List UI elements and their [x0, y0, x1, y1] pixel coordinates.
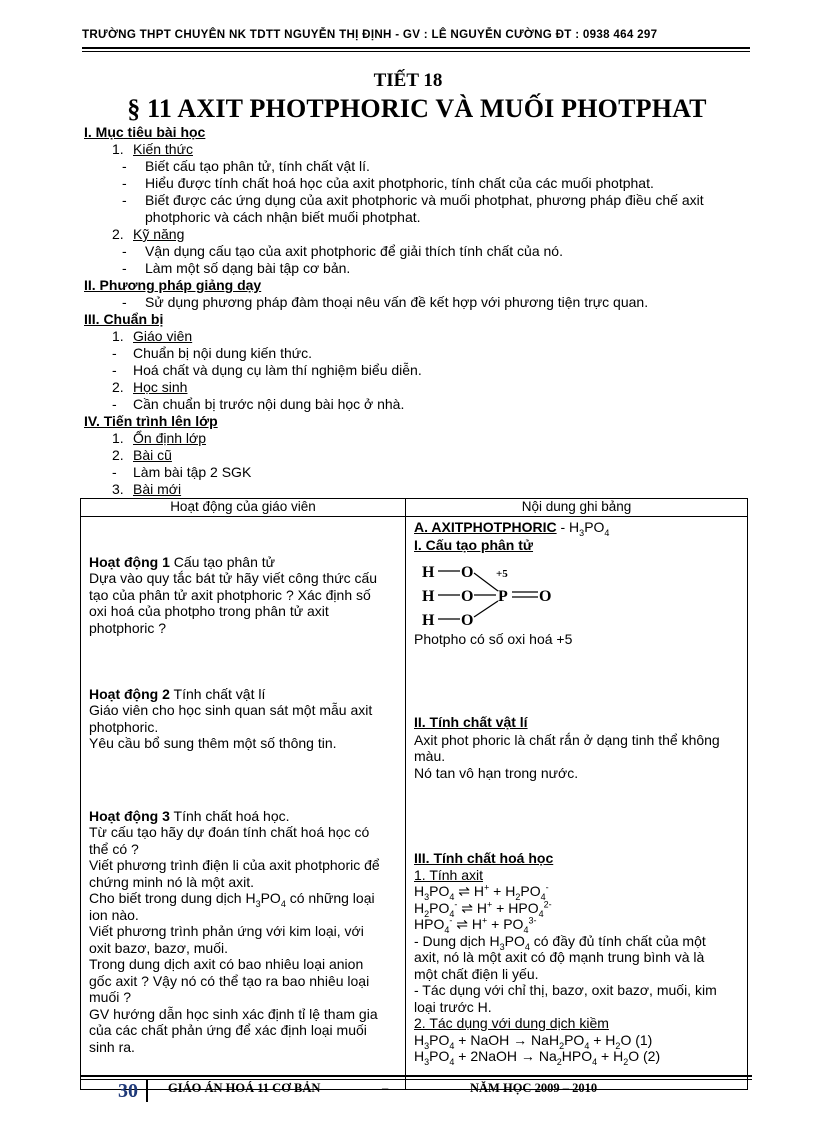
text-line: muối ?: [89, 989, 132, 1005]
lesson-number: TIẾT 18: [373, 70, 443, 91]
text-line: một chất điện li yếu.: [414, 965, 539, 982]
text-line: Từ cấu tạo hãy dự đoán tính chất hoá học có: [89, 824, 370, 840]
text-line: ion nào.: [89, 906, 139, 923]
activity-subtitle: Tính chất hoá học.: [169, 807, 290, 824]
num: 1.: [112, 328, 124, 344]
text-line: Giáo viên cho học sinh quan sát một mẫu axit: [89, 702, 373, 718]
text-line: Axit phot phoric là chất rắn ở dạng tinh thể không: [414, 731, 720, 748]
atom-h: H: [422, 611, 435, 629]
num: 2.: [112, 226, 124, 242]
activity-2: [89, 686, 397, 752]
activity-1: [89, 554, 397, 637]
item: photphoric và cách nhận biết muối photphat.: [145, 209, 421, 225]
heading-text: A. AXITPHOTPHORIC: [414, 518, 557, 535]
text-line: Dựa vào quy tắc bát tử hãy viết công thức cấu: [89, 570, 378, 586]
structure-heading: I. Cấu tạo phân tử: [414, 536, 534, 553]
footer-rule: [80, 1075, 752, 1077]
chemical-text: [414, 867, 739, 1065]
bullet: -: [122, 260, 127, 276]
item: Cần chuẩn bị trước nội dung bài học ở nhà.: [133, 396, 405, 412]
num: 1.: [112, 430, 124, 446]
text-line: thể có ?: [89, 840, 139, 857]
bullet: -: [112, 464, 117, 480]
bullet: -: [122, 294, 127, 310]
bullet: -: [112, 362, 117, 378]
physical-heading: II. Tính chất vật lí: [414, 713, 528, 730]
sub-teacher: Giáo viên: [133, 328, 193, 344]
activity-title: Hoạt động 2: [89, 685, 170, 702]
text-line: photphoric ?: [89, 619, 167, 636]
subheading: 2. Tác dụng với dung dịch kiềm: [414, 1015, 609, 1031]
structure-formula: [416, 561, 566, 633]
teacher-column: [81, 516, 406, 1089]
section-procedure: IV. Tiến trình lên lớp: [84, 413, 218, 429]
oxidation-label: +5: [496, 567, 508, 580]
sub-knowledge: Kiến thức: [133, 141, 193, 157]
text-line: oxi hoá của photpho trong phân tử axit: [89, 603, 329, 619]
text-line: của các chất phản ứng để xác định loại muối: [89, 1022, 367, 1038]
atom-p: P: [498, 587, 508, 605]
header-rule: [82, 47, 750, 49]
text-line: Nó tan vô hạn trong nước.: [414, 764, 579, 781]
equation: $H_3PO_4$ + 2NaOH → $Na_2HPO_4 + H_2O$ (2): [414, 1048, 661, 1067]
item: Hiểu được tính chất hoá học của axit photphoric, tính chất của các muối photphat.: [145, 175, 654, 191]
text-line: gốc axit ? Vậy nó có thể tạo ra bao nhiêu loại: [89, 972, 370, 989]
atom-o: O: [461, 563, 474, 581]
text-line: chứng minh nó là một axit.: [89, 873, 255, 890]
text-line: axit, nó là một axit có độ mạnh trung bình và là: [414, 949, 705, 965]
bullet: -: [122, 192, 127, 208]
bullet: -: [122, 158, 127, 174]
page-number-divider: [146, 1080, 148, 1102]
text-line: oxit bazơ, bazơ, muối.: [89, 939, 228, 956]
text-line: Cho biết trong dung dịch $H_3PO_4$ có những loại: [89, 890, 375, 909]
text-line: Yêu cầu bổ sung thêm một số thông tin.: [89, 735, 337, 751]
bond: [474, 601, 498, 617]
text-line: - Dung dịch $H_3PO_4$ có đầy đủ tính chất của một: [414, 932, 706, 952]
activity-subtitle: Tính chất vật lí: [169, 685, 266, 702]
sub-class: Ổn định lớp: [133, 430, 207, 446]
physical-text: [414, 732, 739, 782]
bullet: -: [122, 243, 127, 259]
activity-title: Hoạt động 1: [89, 553, 170, 570]
col-teacher-header: Hoạt động của giáo viên: [81, 499, 406, 517]
item: Sử dụng phương pháp đàm thoại nêu vấn đề kết hợp với phương tiện trực quan.: [145, 294, 649, 310]
sub-new: Bài mới: [133, 481, 182, 497]
sub-skills: Kỹ năng: [133, 226, 185, 242]
item: Chuẩn bị nội dung kiến thức.: [133, 345, 313, 361]
activity-title: Hoạt động 3: [89, 807, 170, 824]
equation: $H_3PO_4$ ⇌ $H^+ + H_2PO_4^-$: [414, 882, 549, 902]
atom-o: O: [461, 587, 474, 605]
activity-3: [89, 808, 397, 1056]
item: Vận dụng cấu tạo của axit photphoric để giải thích tính chất của nó.: [145, 243, 563, 259]
num: 2.: [112, 447, 124, 463]
atom-o: O: [461, 611, 474, 629]
section-preparation: III. Chuẩn bị: [84, 311, 164, 327]
subheading: 1. Tính axit: [414, 866, 484, 883]
oxidation-state: Photpho có số oxi hoá +5: [414, 630, 573, 647]
bond: [474, 573, 498, 591]
sub-students: Học sinh: [133, 379, 188, 395]
equation: $HPO_4^-$ ⇌ $H^+ + PO_4^{3-}$: [414, 915, 537, 935]
atom-o: O: [539, 587, 552, 605]
page-header: TRƯỜNG THPT CHUYÊN NK TDTT NGUYỄN THỊ ĐỊNH - GV : LÊ NGUYỄN CƯỜNG ĐT : 0938 464 297: [82, 28, 658, 41]
text-line: photphoric.: [89, 718, 159, 735]
text-line: sinh ra.: [89, 1038, 135, 1055]
sub-old: Bài cũ: [133, 447, 172, 463]
atom-h: H: [422, 563, 435, 581]
page-number: 30: [118, 1080, 138, 1102]
section-objectives: I. Mục tiêu bài học: [84, 124, 206, 140]
text-line: Viết phương trình điện li của axit photphoric để: [89, 857, 380, 873]
activity-subtitle: Cấu tạo phân tử: [169, 553, 275, 570]
lesson-table: [80, 498, 748, 1090]
footer-subject: GIÁO ÁN HOÁ 11 CƠ BẢN: [168, 1081, 321, 1095]
item: Biết cấu tạo phân tử, tính chất vật lí.: [145, 158, 370, 174]
chemical-heading: III. Tính chất hoá học: [414, 849, 554, 866]
text-line: tạo của phân tử axit photphoric ? Xác định số: [89, 586, 371, 603]
atom-h: H: [422, 587, 435, 605]
bullet: -: [112, 345, 117, 361]
col-board-header: Nội dung ghi bảng: [406, 499, 748, 517]
item: Làm bài tập 2 SGK: [133, 464, 252, 480]
text-line: màu.: [414, 748, 446, 764]
bullet: -: [112, 396, 117, 412]
section-methods: II. Phương pháp giảng dạy: [84, 277, 262, 293]
part-a-heading: A. AXITPHOTPHORIC - $H_3PO_4$: [414, 518, 610, 538]
text-line: GV hướng dẫn học sinh xác định tỉ lệ tham gia: [89, 1005, 378, 1022]
text-line: - Tác dụng với chỉ thị, bazơ, oxit bazơ, muối, kim: [414, 982, 717, 998]
num: 2.: [112, 379, 124, 395]
equation: $H_2PO_4^-$ ⇌ $H^+ + HPO_4^{2-}$: [414, 898, 552, 919]
header-rule-thin: [82, 51, 750, 52]
text-line: Viết phương trình phản ứng với kim loại, với: [89, 923, 364, 939]
equation: $H_3PO_4$ + NaOH → $NaH_2PO_4 + H_2O$ (1): [414, 1031, 653, 1051]
bullet: -: [122, 175, 127, 191]
num: 3.: [112, 481, 124, 497]
item: Hoá chất và dụng cụ làm thí nghiệm biểu diễn.: [133, 362, 422, 378]
text-line: loại trước H.: [414, 998, 492, 1015]
footer-dash: –: [382, 1081, 389, 1095]
lesson-title: § 11 AXIT PHOTPHORIC VÀ MUỐI PHOTPHAT: [127, 94, 707, 123]
text-line: Trong dung dịch axit có bao nhiêu loại anion: [89, 956, 364, 972]
board-column: [406, 516, 748, 1089]
item: Biết được các ứng dụng của axit photphoric và muối photphat, phương pháp điều chế axit: [145, 192, 704, 208]
footer-year: NĂM HỌC 2009 – 2010: [470, 1081, 598, 1095]
num: 1.: [112, 141, 124, 157]
item: Làm một số dạng bài tập cơ bản.: [145, 260, 351, 276]
footer-rule-thin: [80, 1079, 752, 1080]
